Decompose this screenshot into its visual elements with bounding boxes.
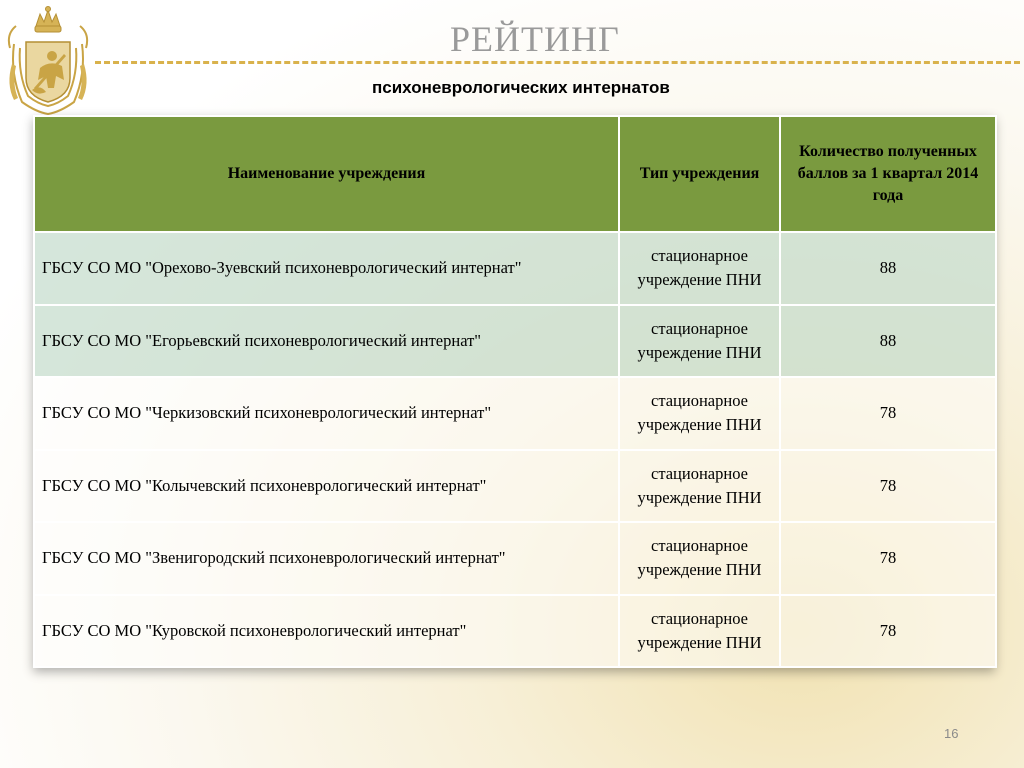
institution-type-cell: стационарное учреждение ПНИ xyxy=(619,450,780,523)
score-cell: 78 xyxy=(780,522,996,595)
institution-type-cell: стационарное учреждение ПНИ xyxy=(619,595,780,668)
table-row xyxy=(34,377,996,450)
score-cell: 88 xyxy=(780,232,996,305)
institution-type-cell: стационарное учреждение ПНИ xyxy=(619,232,780,305)
institution-name-cell: ГБСУ СО МО "Орехово-Зуевский психоневрологический интернат" xyxy=(34,232,619,305)
institution-name-cell: ГБСУ СО МО "Звенигородский психоневрологический интернат" xyxy=(34,522,619,595)
coat-of-arms-icon xyxy=(6,4,90,116)
institution-name-cell: ГБСУ СО МО "Куровской психоневрологический интернат" xyxy=(34,595,619,668)
score-cell: 88 xyxy=(780,305,996,378)
table-row xyxy=(34,305,996,378)
score-cell: 78 xyxy=(780,595,996,668)
institution-type-cell: стационарное учреждение ПНИ xyxy=(619,522,780,595)
header-institution-name: Наименование учреждения xyxy=(34,116,619,232)
institution-name-cell: ГБСУ СО МО "Черкизовский психоневрологический интернат" xyxy=(34,377,619,450)
header-score: Количество полученных баллов за 1 квартал 2014 года xyxy=(780,116,996,232)
page-subtitle: психоневрологических интернатов xyxy=(372,78,670,97)
score-cell: 78 xyxy=(780,450,996,523)
rating-table-container xyxy=(33,115,995,668)
table-row xyxy=(34,595,996,668)
rating-table xyxy=(33,115,997,668)
decorative-dashed-line xyxy=(95,61,1020,64)
institution-name-cell: ГБСУ СО МО "Егорьевский психоневрологический интернат" xyxy=(34,305,619,378)
table-row xyxy=(34,522,996,595)
institution-name-cell: ГБСУ СО МО "Колычевский психоневрологический интернат" xyxy=(34,450,619,523)
page-number: 16 xyxy=(944,726,959,741)
header-institution-type: Тип учреждения xyxy=(619,116,780,232)
table-row xyxy=(34,450,996,523)
page-title: РЕЙТИНГ xyxy=(450,19,620,59)
institution-type-cell: стационарное учреждение ПНИ xyxy=(619,305,780,378)
table-header-row xyxy=(34,116,996,232)
institution-type-cell: стационарное учреждение ПНИ xyxy=(619,377,780,450)
table-row xyxy=(34,232,996,305)
score-cell: 78 xyxy=(780,377,996,450)
